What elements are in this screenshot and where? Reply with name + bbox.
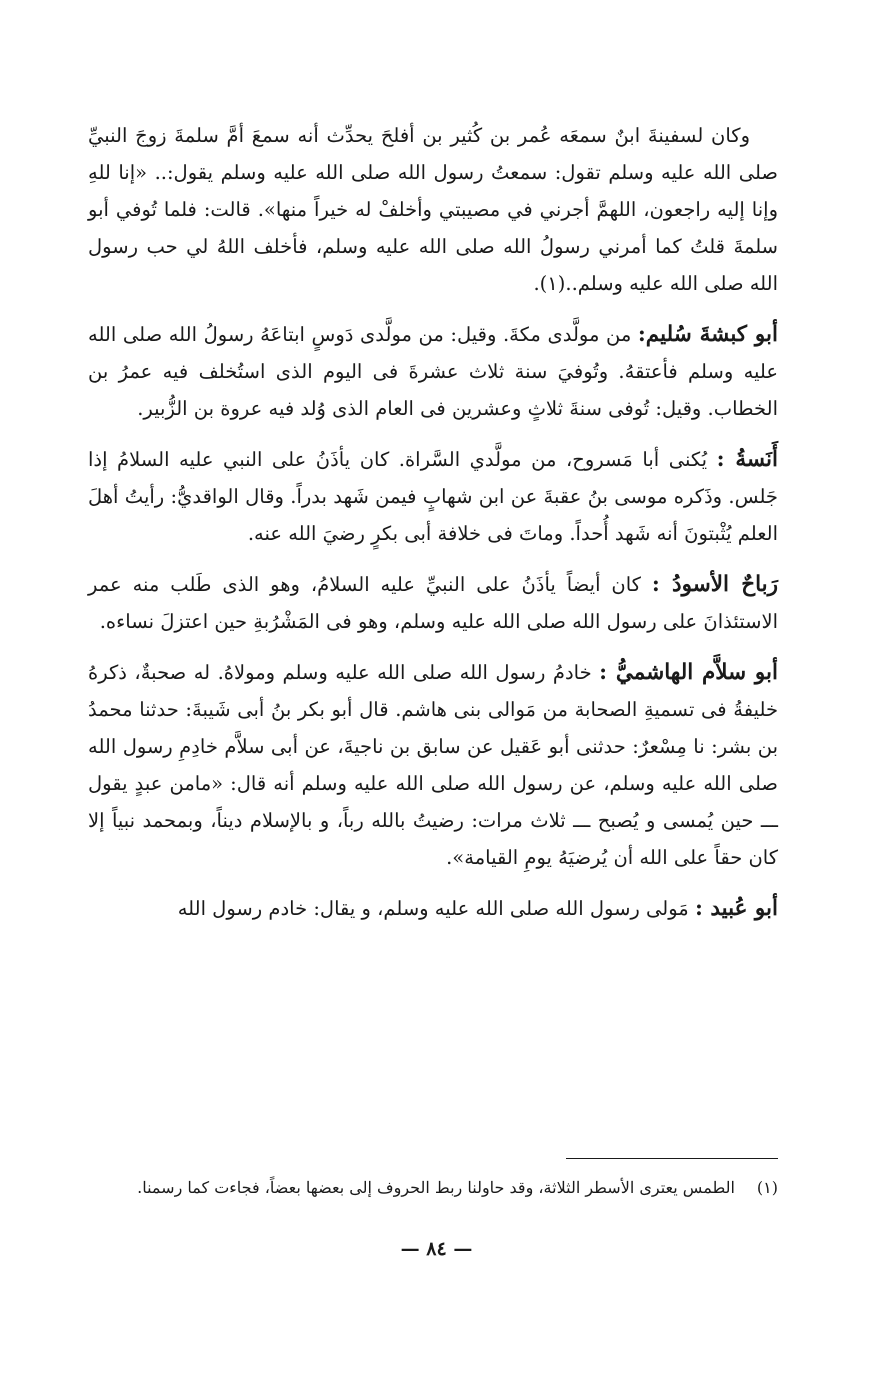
entry-text: كان أيضاً يأذَنُ على النبيِّ عليه السلامُ، وهو الذى طَلب منه عمر الاستئذانَ على رسول الله صلى الله عليه وسلم، وهو فى المَشْرُبةِ حين اعتزلَ نساءه. — [88, 573, 778, 633]
footnote-divider — [566, 1158, 778, 1159]
footnote-number: (١) — [756, 1178, 778, 1197]
paragraph-3 — [88, 441, 778, 552]
entry-heading: أبو سلاَّم الهاشميُّ : — [599, 660, 778, 685]
footnote-text: الطمس يعترى الأسطر الثلاثة، وقد حاولنا ربط الحروف إلى بعضها بعضاً، فجاءت كما رسمنا. — [137, 1178, 735, 1197]
paragraph-1 — [88, 117, 778, 302]
entry-text: خادمُ رسول الله صلى الله عليه وسلم ومولاهُ. له صحبةٌ، ذكرهُ خليفةُ فى تسميةِ الصحابة من مَوالى بنى هاشم. قال أبو بكر بنُ أبى شَيبةَ: حدثنا محمدُ بن بشر: نا مِسْعرٌ: حدثنى أبو عَقيل عن سابق بن ناجيةَ، عن أبى سلاَّم خادِمِ رسول الله صلى الله عليه وسلم، عن رسول الله صلى الله عليه وسلم أنه قال: «مامن عبدٍ يقول ـــ حين يُمسى و يُصبح ـــ ثلاث مرات: رضيتُ بالله رباً، و بالإسلام ديناً، وبمحمد نبياً إلا كان حقاً على الله أن يُرضيَهُ يومِ القيامة». — [88, 661, 778, 869]
page-number: — ٨٤ — — [400, 1238, 473, 1260]
footnote — [88, 1176, 778, 1200]
paragraph-6 — [88, 890, 778, 927]
paragraph-4 — [88, 566, 778, 640]
main-text — [88, 117, 778, 927]
entry-heading: أبو عُبيد : — [694, 896, 778, 921]
paragraph-5 — [88, 654, 778, 876]
entry-heading: رَباحٌ الأسودُ : — [651, 572, 778, 597]
entry-heading: أبو كبشةَ سُليم: — [637, 322, 778, 347]
entry-text: يُكنى أبا مَسروح، من مولَّدي السَّراة. كان يأذَنُ على النبي عليه السلامُ إذا جَلس. وذَكره موسى بنُ عقبةَ عن ابن شهابٍ فيمن شَهد بدراً. وقال الواقديُّ: رأيتُ أهلَ العلم يُثْبتونَ أنه شَهد أُحداً. وماتَ فى خلافة أبى بكرٍ رضيَ الله عنه. — [88, 448, 778, 545]
entry-heading: أَنَسةُ : — [716, 447, 778, 472]
entry-text: مَولى رسول الله صلى الله عليه وسلم، و يقال: خادم رسول الله — [177, 897, 695, 920]
entry-text: من مولَّدى مكةَ. وقيل: من مولَّدى دَوسٍ ابتاعَهُ رسولُ الله صلى الله عليه وسلم فأعتقهُ. وتُوفيَ سنة ثلاث عشرةَ فى اليوم الذى استُخلف فيه عمرُ بن الخطاب. وقيل: تُوفى سنةَ ثلاثٍ وعشرين فى العام الذى وُلد فيه عروة بن الزُّبير. — [88, 323, 778, 420]
entry-text: وكان لسفينةَ ابنٌ سمعَه عُمر بن كُثير بن أفلحَ يحدِّث أنه سمعَ أمَّ سلمةَ زوجَ النبيِّ صلى الله عليه وسلم تقول: سمعتُ رسول الله صلى الله عليه وسلم يقول:.. «إنا للهِ وإنا إليه راجعون، اللهمَّ أجرني في مصيبتي وأخلفْ له خيراً منها». قالت: فلما تُوفي أبو سلمةَ قلتُ كما أمرني رسولُ الله صلى الله عليه وسلم، فأخلف اللهُ لي حب رسول الله صلى الله عليه وسلم..(١). — [88, 124, 778, 295]
paragraph-2 — [88, 316, 778, 427]
